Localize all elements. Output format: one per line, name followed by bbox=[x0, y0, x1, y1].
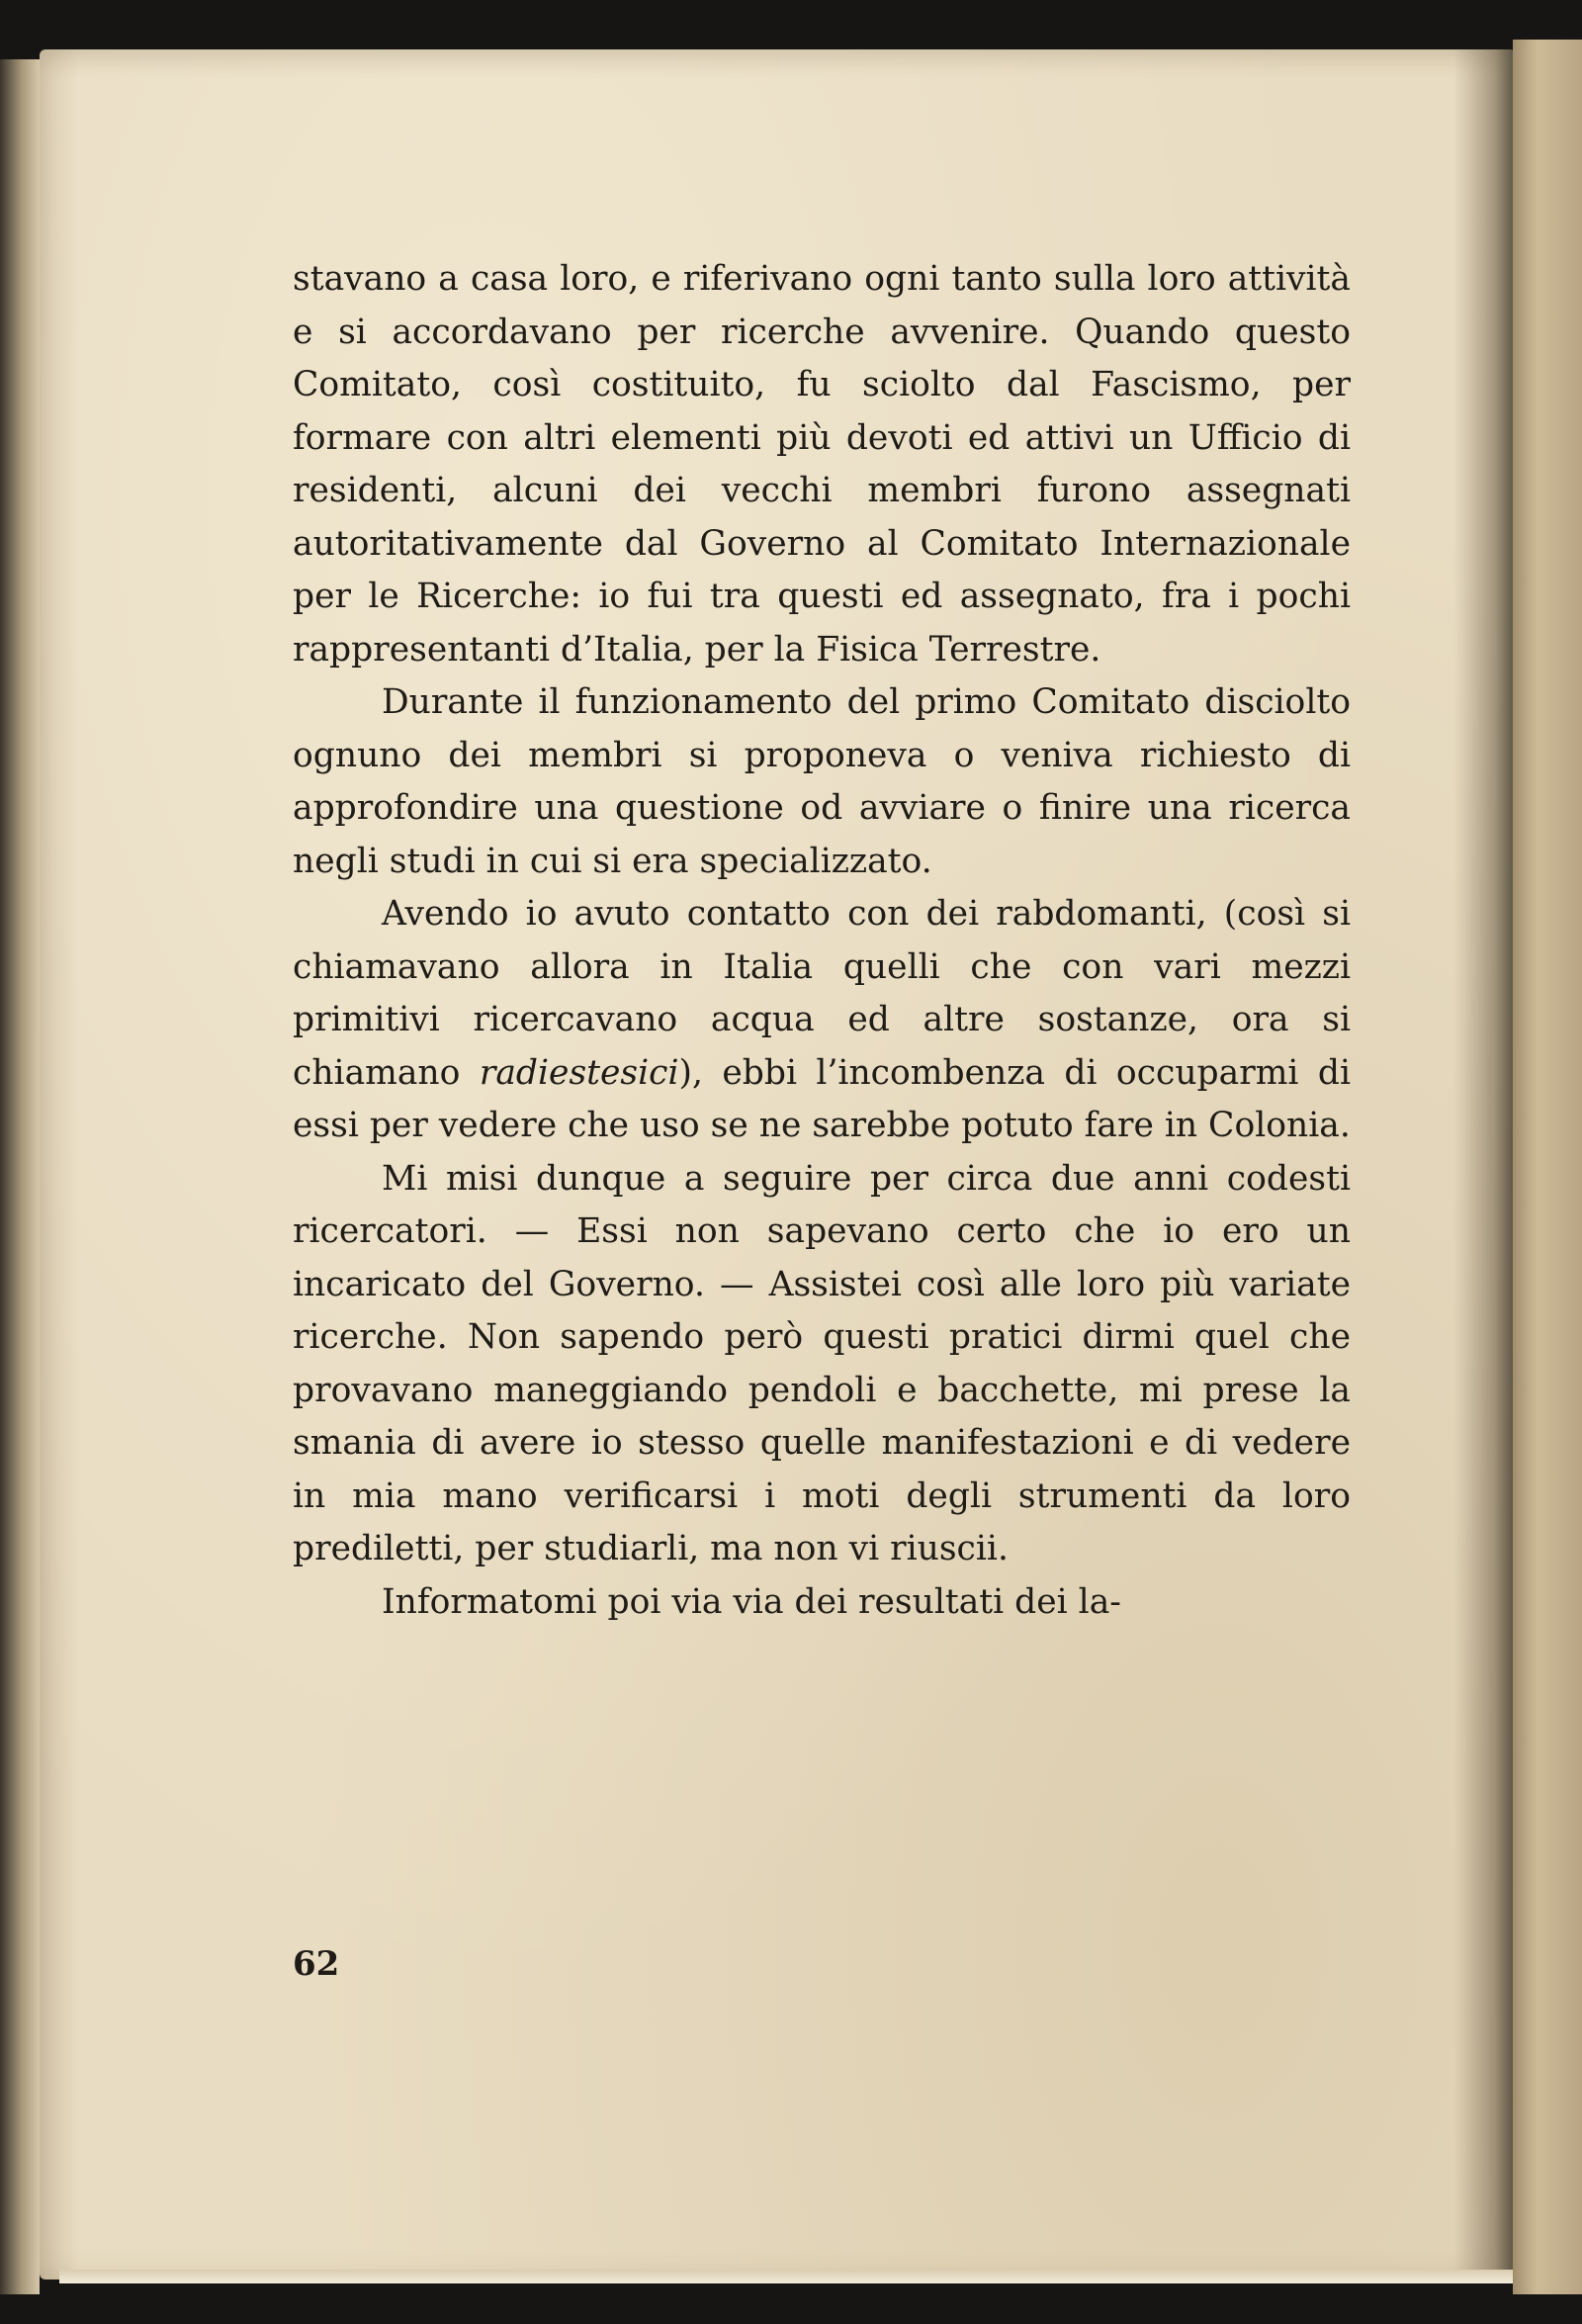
page-number: 62 bbox=[293, 1944, 340, 1984]
paragraph-3-part-1: Avendo io avuto contatto con dei rabdomanti, (così si chiamavano allora in Italia quelli che con vari mezzi primitivi ricercavano acqua ed altre sostanze, ora si chiamano bbox=[293, 894, 1351, 1093]
spine-shadow bbox=[1453, 49, 1513, 2279]
paragraph-2: Durante il funzionamento del primo Comitato disciolto ognuno dei membri si proponeva o veniva richiesto di approfondire una questione od avviare o finire una ricerca negli studi in cui si era specializzato. bbox=[293, 682, 1351, 881]
body-text bbox=[293, 253, 1351, 1629]
book-left-edge bbox=[0, 59, 40, 2294]
paragraph-3-part-2: ), ebbi l’incombenza di occuparmi di essi per vedere che uso se ne sarebbe potuto fare in Colonia. bbox=[293, 1052, 1351, 1145]
paragraph-4: Mi misi dunque a seguire per circa due anni codesti ricercatori. — Essi non sapevano certo che io ero un incaricato del Governo. — Assistei così alle loro più variate ricerche. Non sapendo però questi pratici dirmi quel che provavano maneggiando pendoli e bacchette, mi prese la smania di avere io stesso quelle manifestazioni e di vedere in mia mano verificarsi i moti degli strumenti da loro prediletti, per studiarli, ma non vi riuscii. bbox=[293, 1158, 1351, 1568]
paragraph-5: Informatomi poi via via dei resultati dei la- bbox=[382, 1581, 1121, 1622]
facing-page-edge bbox=[1513, 40, 1582, 2294]
paragraph-3 bbox=[293, 888, 1351, 1153]
paragraph-1: stavano a casa loro, e riferivano ogni tanto sulla loro attività e si accordavano per ricerche avvenire. Quando questo Comitato, così costituito, fu sciolto dal Fascismo, per formare con altri elementi più devoti ed attivi un Ufficio di residenti, alcuni dei vecchi membri furono assegnati autoritativamente dal Governo al Comitato Internazionale per le Ricerche: io fui tra questi ed assegnato, fra i pochi rappresentanti d’Italia, per la Fisica Terrestre. bbox=[293, 259, 1351, 670]
page-bottom-edge bbox=[59, 2270, 1513, 2283]
paragraph-3-italic-term: radiestesici bbox=[479, 1052, 679, 1093]
